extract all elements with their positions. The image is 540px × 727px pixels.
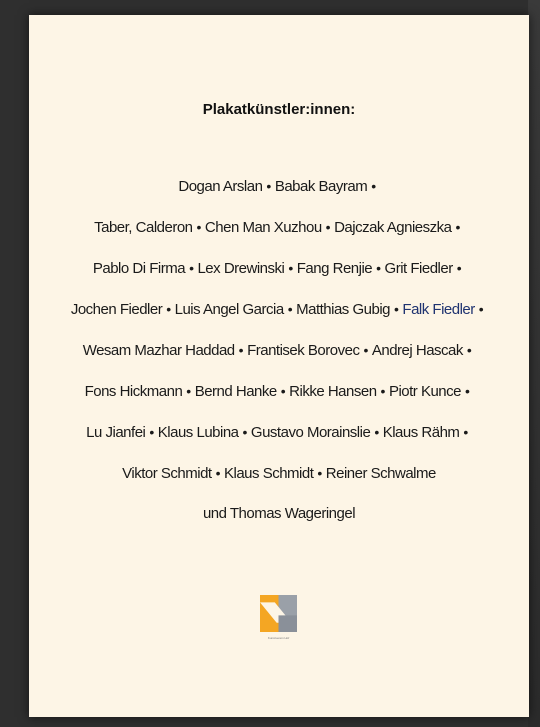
artist-name: Matthias Gubig: [296, 301, 390, 318]
bullet-separator: •: [166, 301, 171, 317]
bullet-separator: •: [317, 465, 322, 481]
artist-name: Lu Jianfei: [86, 424, 146, 441]
artist-name: Dogan Arslan: [178, 178, 263, 195]
bullet-separator: •: [394, 301, 399, 317]
bullet-separator: •: [371, 178, 376, 194]
artist-line: [29, 216, 529, 257]
bullet-separator: •: [242, 424, 247, 440]
logo-icon: [260, 595, 297, 632]
artist-name: Wesam Mazhar Haddad: [82, 342, 235, 359]
bullet-separator: •: [376, 260, 381, 276]
artist-line: [29, 462, 529, 503]
artist-name: Reiner Schwalme: [325, 465, 436, 482]
bullet-separator: •: [374, 424, 379, 440]
artist-name: Babak Bayram: [274, 178, 368, 195]
bullet-separator: •: [215, 465, 220, 481]
artist-name: Taber, Calderon: [94, 219, 193, 236]
bullet-separator: •: [238, 342, 244, 358]
bullet-separator: •: [380, 383, 385, 399]
bullet-separator: •: [456, 260, 462, 276]
artist-name: Lex Drewinski: [197, 260, 285, 277]
bullet-separator: •: [466, 342, 472, 358]
logo-caption: Kunstverein Hof: [267, 636, 290, 640]
artist-name: Dajczak Agnieszka: [334, 219, 452, 236]
artist-name: und Thomas Wageringel: [202, 505, 356, 522]
bullet-separator: •: [325, 219, 331, 235]
bullet-separator: •: [463, 424, 468, 440]
artist-name: Piotr Kunce: [388, 383, 461, 400]
artist-name: Klaus Lubina: [157, 424, 239, 441]
artist-line: [29, 503, 529, 544]
page-heading: Plakatkünstler:innen:: [202, 101, 356, 118]
bullet-separator: •: [465, 383, 470, 399]
artist-name: Fang Renjie: [296, 260, 373, 277]
artist-line: [29, 421, 529, 462]
artist-name: Luis Angel Garcia: [174, 301, 284, 318]
artist-name: Viktor Schmidt: [122, 465, 212, 482]
artist-name: Bernd Hanke: [194, 383, 277, 400]
artist-name: Gustavo Morainslie: [250, 424, 371, 441]
artist-name: Frantisek Borovec: [247, 342, 360, 359]
artist-name: Pablo Di Firma: [92, 260, 186, 277]
artist-line: [29, 175, 529, 216]
artist-name: Rikke Hansen: [289, 383, 377, 400]
bullet-separator: •: [189, 260, 194, 276]
bullet-separator: •: [196, 219, 201, 235]
artist-name: Grit Fiedler: [384, 260, 453, 277]
artist-line: [29, 339, 529, 380]
bullet-separator: •: [186, 383, 191, 399]
document-page: [29, 15, 529, 717]
bullet-separator: •: [288, 260, 293, 276]
background-strip: [528, 0, 540, 727]
artist-name: Klaus Schmidt: [224, 465, 314, 482]
artist-name: Andrej Hascak: [371, 342, 463, 359]
artist-name: Falk Fiedler: [402, 301, 475, 318]
bullet-separator: •: [266, 178, 271, 194]
artist-line: [29, 257, 529, 298]
artist-list: [29, 175, 529, 544]
bullet-separator: •: [478, 301, 484, 317]
bullet-separator: •: [149, 424, 154, 440]
bullet-separator: •: [287, 301, 293, 317]
artist-line: [29, 298, 529, 339]
bullet-separator: •: [280, 383, 286, 399]
bullet-separator: •: [363, 342, 368, 358]
artist-name: Fons Hickmann: [84, 383, 183, 400]
artist-name: Chen Man Xuzhou: [204, 219, 322, 236]
artist-line: [29, 380, 529, 421]
bullet-separator: •: [455, 219, 460, 235]
artist-name: Jochen Fiedler: [70, 301, 163, 318]
artist-name: Klaus Rähm: [382, 424, 460, 441]
